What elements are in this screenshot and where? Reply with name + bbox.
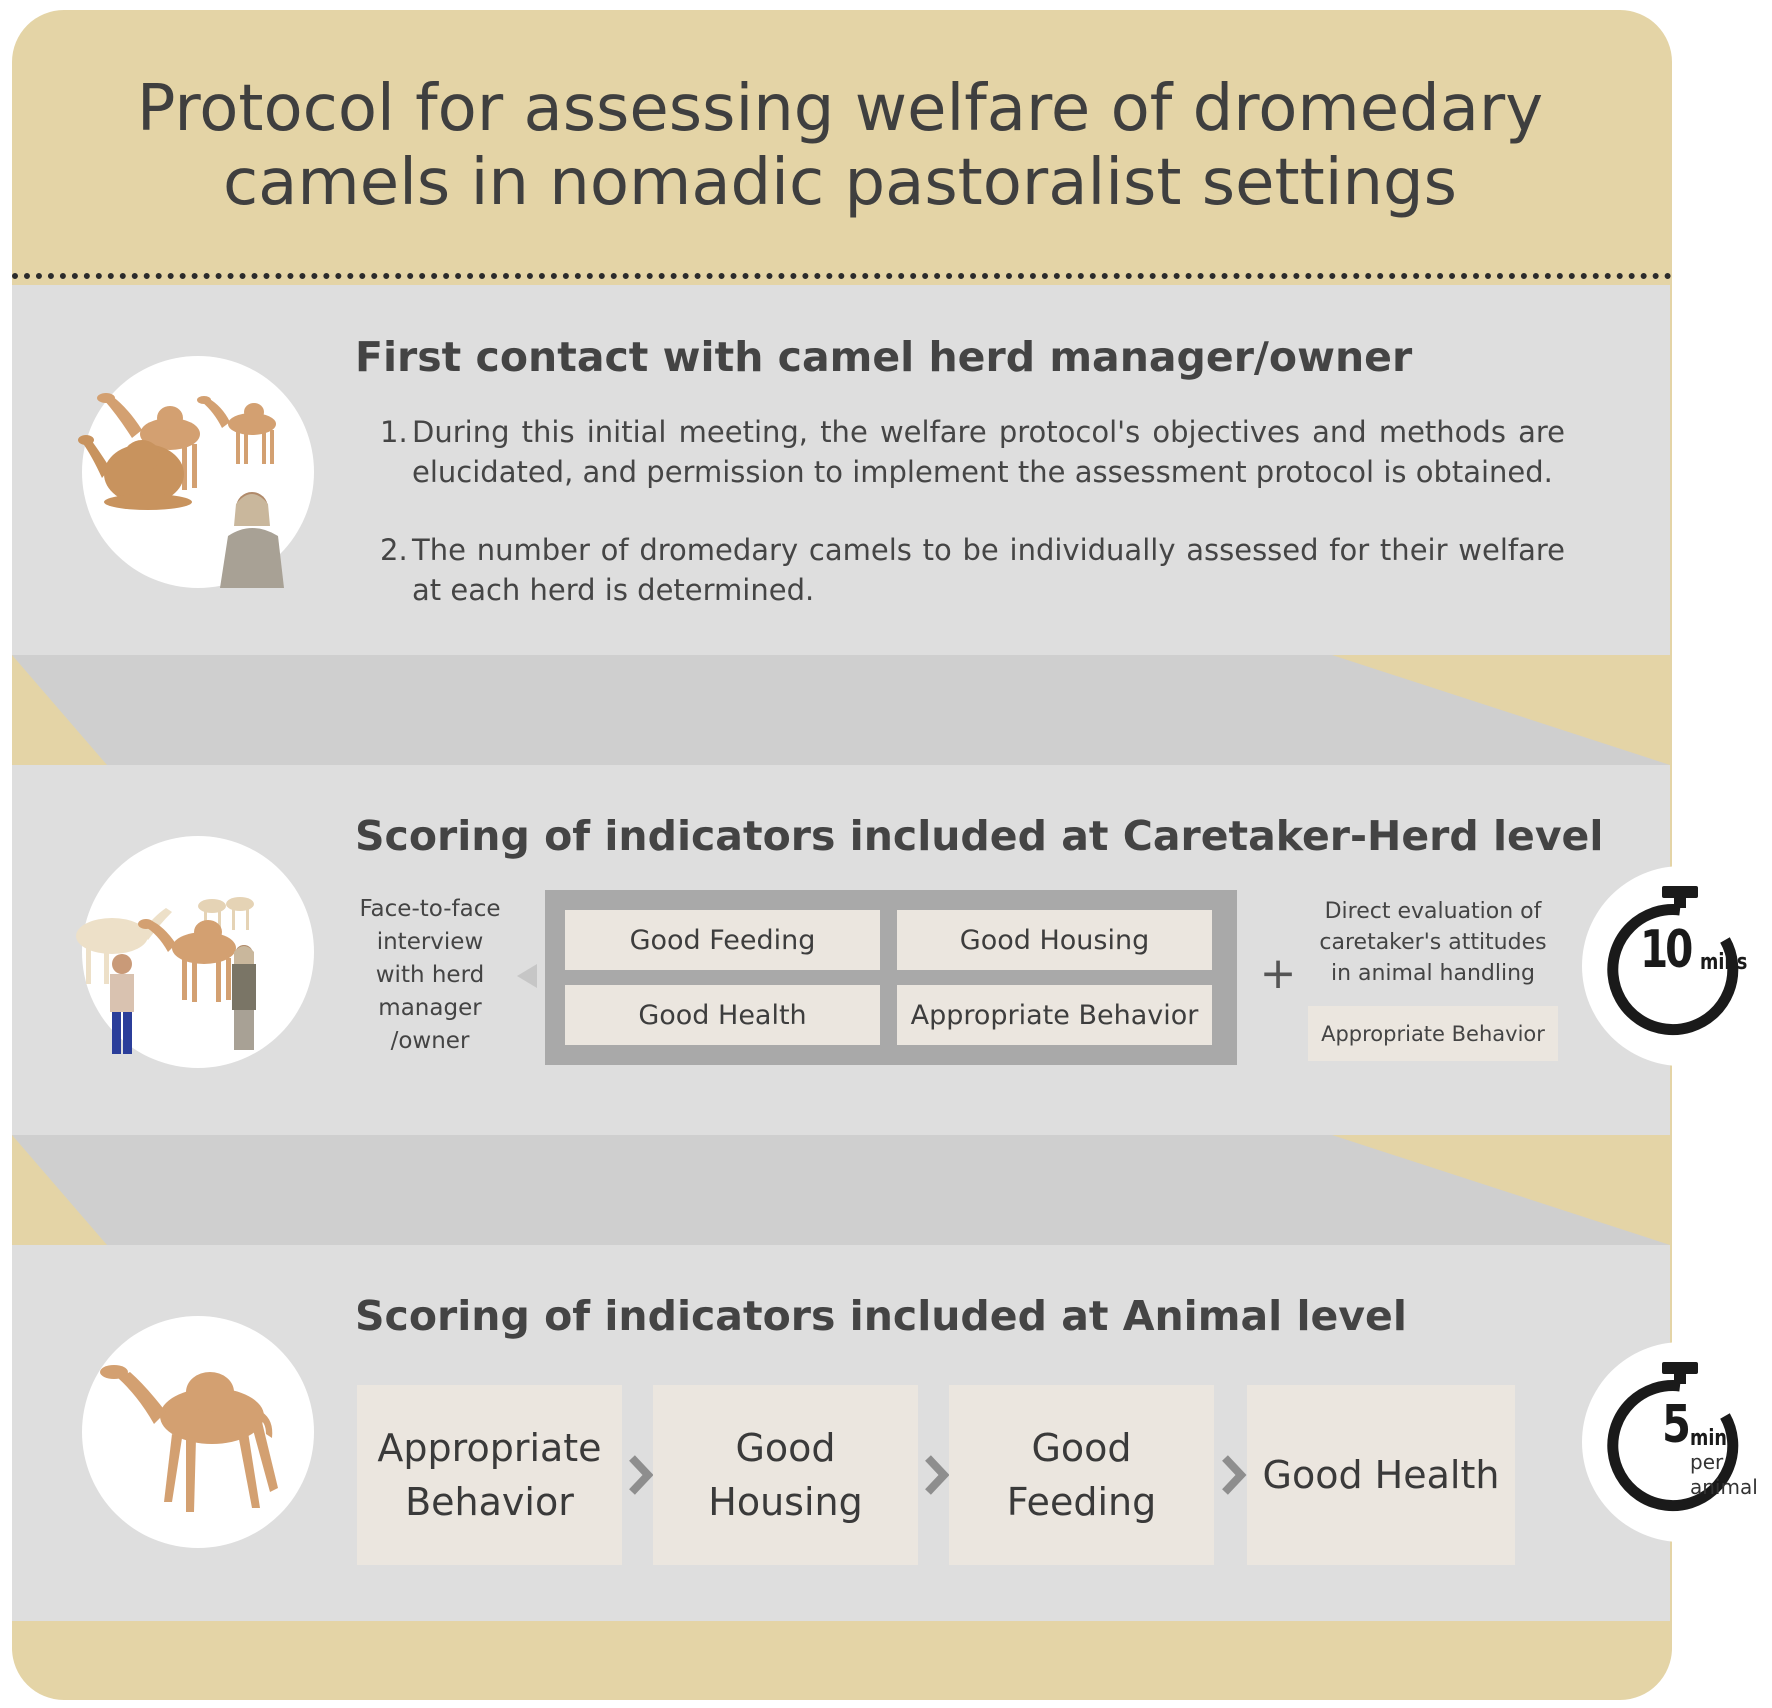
step-2 <box>380 530 1565 610</box>
stage-animal-heading: Scoring of indicators included at Animal level <box>355 1292 1407 1340</box>
animal-step-good-feeding <box>949 1385 1214 1565</box>
direct-line-1: Direct evaluation of <box>1324 899 1542 924</box>
camel-icon <box>100 1365 278 1512</box>
dotted-divider <box>12 273 1672 279</box>
camel-handling-illustration <box>82 836 314 1068</box>
camel-icon <box>197 396 276 464</box>
animal-step-1-line-2: Behavior <box>405 1480 574 1524</box>
grid-cell-good-health: Good Health <box>565 985 880 1045</box>
title-line-1: Protocol for assessing welfare of dromedary <box>136 72 1544 146</box>
herdsman-illustration <box>232 945 256 1050</box>
animal-step-2-line-1: Good <box>735 1426 836 1470</box>
connector-1-2 <box>12 655 1670 765</box>
timer-animal-per: per <box>1690 1450 1724 1474</box>
camel-group-illustration <box>82 356 314 588</box>
animal-step-good-health <box>1247 1385 1515 1565</box>
timer-herd-unit: mins <box>1700 950 1748 975</box>
animal-step-3-line-1: Good <box>1031 1426 1132 1470</box>
connector-2-3 <box>12 1135 1670 1245</box>
interview-line-1: Face-to-face <box>359 896 501 922</box>
animal-step-1-line-1: Appropriate <box>377 1426 602 1470</box>
interview-line-3: with herd <box>375 962 485 988</box>
timer-animal-unit: mins <box>1690 1426 1738 1451</box>
step-1-number: 1. <box>380 415 408 449</box>
direct-appropriate-behavior-chip: Appropriate Behavior <box>1308 1006 1558 1061</box>
grid-cell-good-housing: Good Housing <box>897 910 1212 970</box>
camel-icon <box>138 919 236 1002</box>
diagram-title <box>120 72 1560 220</box>
timer-animal-value: 5 <box>1662 1395 1691 1455</box>
step-2-text: The number of dromedary camels to be individually assessed for their welfare at each herd is determined. <box>412 533 1565 607</box>
arrow-left-icon <box>517 964 537 988</box>
direct-evaluation-label <box>1308 896 1558 989</box>
direct-line-3: in animal handling <box>1330 961 1536 986</box>
grid-cell-appropriate-behavior: Appropriate Behavior <box>897 985 1212 1045</box>
herdsman-illustration <box>220 492 284 588</box>
step-1 <box>380 412 1565 492</box>
animal-step-appropriate-behavior <box>357 1385 622 1565</box>
direct-line-2: caretaker's attitudes <box>1319 930 1547 955</box>
handler-illustration <box>110 954 134 1054</box>
interview-line-4: manager <box>378 995 482 1021</box>
stage-first-contact-heading: First contact with camel herd manager/owner <box>355 333 1413 381</box>
step-1-text: During this initial meeting, the welfare protocol's objectives and methods are elucidated, and permission to implement the assessment protocol is obtained. <box>412 415 1565 489</box>
grid-cell-good-feeding: Good Feeding <box>565 910 880 970</box>
animal-step-2-line-2: Housing <box>708 1480 863 1524</box>
interview-line-2: interview <box>376 929 484 955</box>
animal-step-good-housing <box>653 1385 918 1565</box>
interview-line-5: /owner <box>390 1028 470 1054</box>
timer-herd-value: 10 <box>1640 920 1691 980</box>
animal-step-4-line-1: Good Health <box>1262 1453 1500 1497</box>
plus-sign: + <box>1259 948 1297 999</box>
interview-label <box>340 893 520 1058</box>
step-2-number: 2. <box>380 533 408 567</box>
single-camel-illustration <box>82 1316 314 1548</box>
animal-step-3-line-2: Feeding <box>1006 1480 1157 1524</box>
timer-animal-animal: animal <box>1690 1475 1758 1499</box>
title-line-2: camels in nomadic pastoralist settings <box>222 146 1458 220</box>
stage-caretaker-herd-heading: Scoring of indicators included at Caretaker-Herd level <box>355 812 1604 860</box>
